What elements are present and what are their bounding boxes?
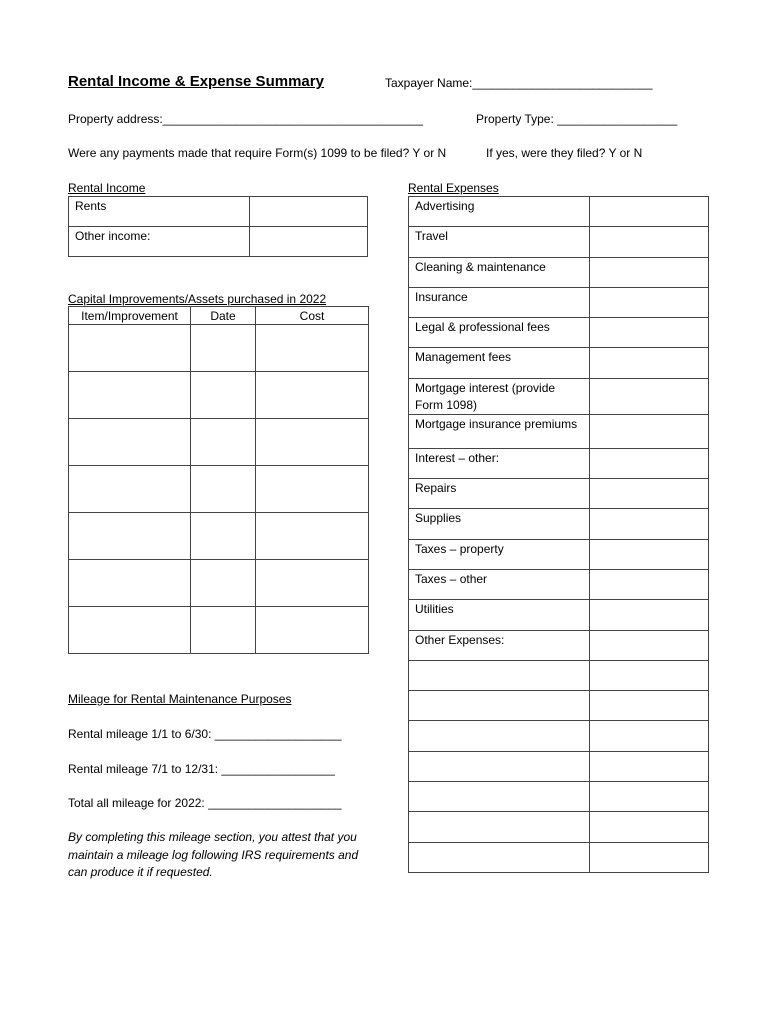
table-row — [69, 197, 368, 227]
other-expense-input[interactable] — [409, 842, 590, 872]
page-title: Rental Income & Expense Summary — [68, 73, 324, 90]
property-address-field[interactable]: Property address:_______________________________________ — [68, 112, 423, 126]
table-row — [69, 227, 368, 257]
expense-amount-input[interactable] — [590, 448, 709, 478]
income-amount-input[interactable] — [250, 227, 368, 257]
table-row — [409, 539, 709, 569]
item-input[interactable] — [69, 513, 191, 560]
table-row — [409, 257, 709, 287]
rental-expenses-heading: Rental Expenses — [408, 181, 499, 195]
mileage-first-half-field[interactable]: Rental mileage 1/1 to 6/30: ___________________ — [68, 727, 342, 741]
table-row — [409, 227, 709, 257]
table-row — [409, 479, 709, 509]
expense-label: Legal & professional fees — [409, 318, 590, 348]
rental-income-heading: Rental Income — [68, 181, 146, 195]
date-input[interactable] — [191, 466, 256, 513]
income-label-other: Other income: — [69, 227, 250, 257]
expense-label: Interest – other: — [409, 448, 590, 478]
table-row — [409, 414, 709, 448]
rental-income-table — [68, 196, 368, 257]
income-amount-input[interactable] — [250, 197, 368, 227]
table-row — [409, 197, 709, 227]
table-row — [409, 630, 709, 660]
expense-label: Utilities — [409, 600, 590, 630]
mileage-total-field[interactable]: Total all mileage for 2022: ____________________ — [68, 796, 342, 810]
table-row — [409, 812, 709, 842]
expense-label: Travel — [409, 227, 590, 257]
item-input[interactable] — [69, 560, 191, 607]
expense-amount-input[interactable] — [590, 287, 709, 317]
expense-amount-input[interactable] — [590, 257, 709, 287]
expense-amount-input[interactable] — [590, 539, 709, 569]
expense-amount-input[interactable] — [590, 812, 709, 842]
column-header-item: Item/Improvement — [69, 307, 191, 325]
income-label-rents: Rents — [69, 197, 250, 227]
cost-input[interactable] — [256, 466, 369, 513]
item-input[interactable] — [69, 372, 191, 419]
expense-label: Advertising — [409, 197, 590, 227]
other-expense-input[interactable] — [409, 691, 590, 721]
mileage-heading: Mileage for Rental Maintenance Purposes — [68, 692, 292, 706]
expense-label: Management fees — [409, 348, 590, 378]
cost-input[interactable] — [256, 560, 369, 607]
other-expense-input[interactable] — [409, 812, 590, 842]
table-row — [409, 660, 709, 690]
capital-improvements-table — [68, 306, 369, 654]
table-row — [409, 600, 709, 630]
date-input[interactable] — [191, 607, 256, 654]
expense-amount-input[interactable] — [590, 660, 709, 690]
cost-input[interactable] — [256, 607, 369, 654]
mileage-second-half-field[interactable]: Rental mileage 7/1 to 12/31: _________________ — [68, 762, 335, 776]
column-header-cost: Cost — [256, 307, 369, 325]
table-row — [409, 691, 709, 721]
table-row — [409, 378, 709, 414]
expense-amount-input[interactable] — [590, 630, 709, 660]
table-row — [409, 751, 709, 781]
table-row — [69, 419, 369, 466]
expense-label: Taxes – property — [409, 539, 590, 569]
column-header-date: Date — [191, 307, 256, 325]
expense-label: Insurance — [409, 287, 590, 317]
item-input[interactable] — [69, 325, 191, 372]
table-row — [69, 325, 369, 372]
expense-amount-input[interactable] — [590, 348, 709, 378]
expense-label: Other Expenses: — [409, 630, 590, 660]
expense-amount-input[interactable] — [590, 600, 709, 630]
mileage-attestation-note: By completing this mileage section, you attest that you maintain a mileage log following IRS requirements and can produce it if requested. — [68, 830, 359, 879]
expense-amount-input[interactable] — [590, 414, 709, 448]
property-type-field[interactable]: Property Type: __________________ — [476, 112, 678, 126]
expense-amount-input[interactable] — [590, 842, 709, 872]
table-row — [409, 287, 709, 317]
expense-amount-input[interactable] — [590, 318, 709, 348]
other-expense-input[interactable] — [409, 721, 590, 751]
table-row — [409, 448, 709, 478]
date-input[interactable] — [191, 419, 256, 466]
expense-label: Mortgage insurance premiums — [409, 414, 590, 448]
other-expense-input[interactable] — [409, 782, 590, 812]
filed-question: If yes, were they filed? Y or N — [486, 146, 643, 160]
cost-input[interactable] — [256, 419, 369, 466]
table-row — [69, 607, 369, 654]
table-row — [69, 466, 369, 513]
rental-expenses-table — [408, 196, 709, 873]
expense-amount-input[interactable] — [590, 569, 709, 599]
item-input[interactable] — [69, 466, 191, 513]
expense-label: Taxes – other — [409, 569, 590, 599]
expense-amount-input[interactable] — [590, 691, 709, 721]
expense-label: Repairs — [409, 479, 590, 509]
table-row — [409, 569, 709, 599]
cost-input[interactable] — [256, 513, 369, 560]
other-expense-input[interactable] — [409, 751, 590, 781]
expense-amount-input[interactable] — [590, 197, 709, 227]
table-row — [409, 721, 709, 751]
table-row — [409, 782, 709, 812]
table-row — [409, 318, 709, 348]
expense-amount-input[interactable] — [590, 782, 709, 812]
expense-amount-input[interactable] — [590, 378, 709, 414]
date-input[interactable] — [191, 325, 256, 372]
expense-amount-input[interactable] — [590, 751, 709, 781]
table-header-row — [69, 307, 369, 325]
capital-improvements-heading: Capital Improvements/Assets purchased in 2022 — [68, 292, 327, 306]
expense-amount-input[interactable] — [590, 227, 709, 257]
table-row — [69, 560, 369, 607]
expense-amount-input[interactable] — [590, 479, 709, 509]
cost-input[interactable] — [256, 372, 369, 419]
item-input[interactable] — [69, 607, 191, 654]
table-row — [409, 348, 709, 378]
table-row — [69, 372, 369, 419]
form-1099-question: Were any payments made that require Form(s) 1099 to be filed? Y or N — [68, 146, 447, 160]
expense-label: Supplies — [409, 509, 590, 539]
expense-label: Cleaning & maintenance — [409, 257, 590, 287]
table-row — [69, 513, 369, 560]
item-input[interactable] — [69, 419, 191, 466]
date-input[interactable] — [191, 372, 256, 419]
cost-input[interactable] — [256, 325, 369, 372]
expense-amount-input[interactable] — [590, 721, 709, 751]
date-input[interactable] — [191, 513, 256, 560]
date-input[interactable] — [191, 560, 256, 607]
expense-label: Mortgage interest (provide Form 1098) — [409, 378, 590, 414]
other-expense-input[interactable] — [409, 660, 590, 690]
table-row — [409, 509, 709, 539]
taxpayer-name-field[interactable]: Taxpayer Name:___________________________ — [385, 76, 653, 90]
expense-amount-input[interactable] — [590, 509, 709, 539]
table-row — [409, 842, 709, 872]
